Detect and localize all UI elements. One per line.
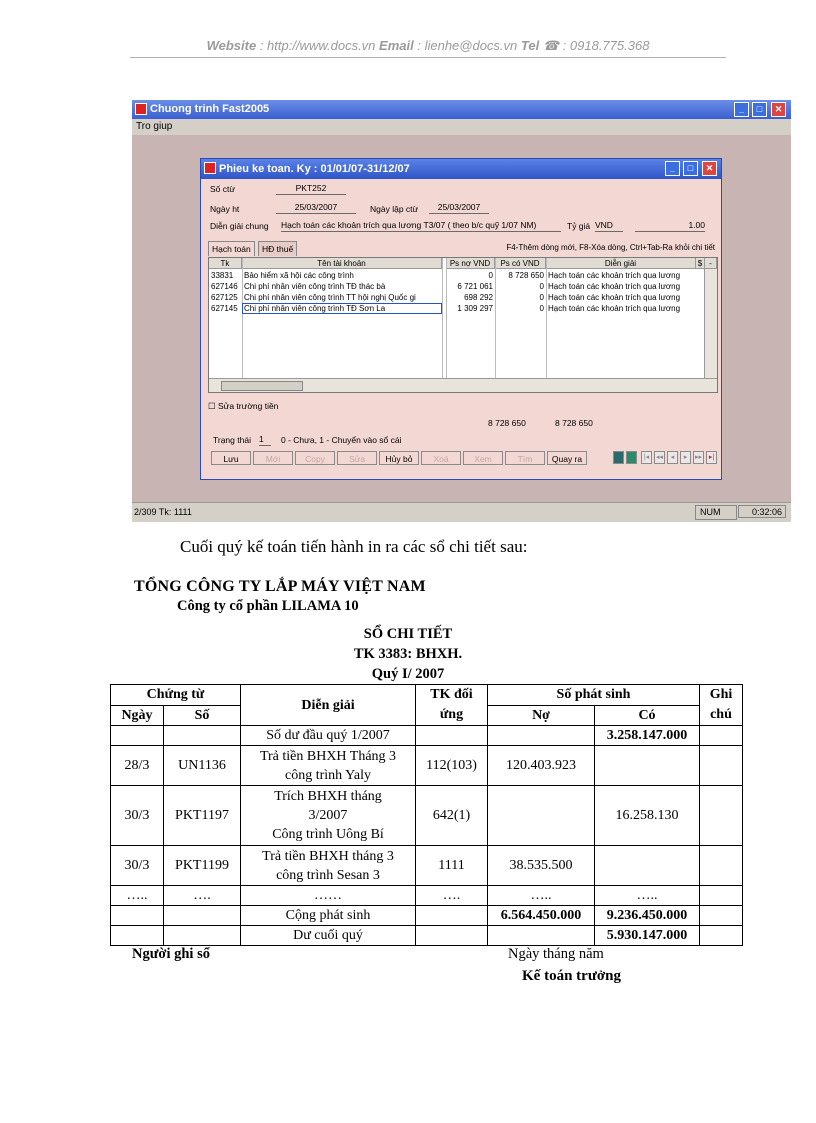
row-no: 38.535.500 [488, 846, 595, 886]
signature-recorder: Người ghi sổ [132, 946, 210, 962]
dialog-minimize-icon[interactable]: _ [665, 161, 680, 176]
total-co: 8 728 650 [555, 418, 593, 428]
row-co [595, 846, 700, 886]
close-icon[interactable]: ✕ [771, 102, 786, 117]
total-no-value: 6.564.450.000 [488, 906, 595, 926]
print-icon[interactable] [613, 451, 624, 464]
ngay-ht-label: Ngày ht [210, 204, 240, 214]
sua-truong-tien-label: Sửa trường tiền [217, 401, 279, 411]
header-dien-giai: Diễn giải [241, 685, 416, 726]
total-co-value: 9.236.450.000 [595, 906, 700, 926]
prev-page-icon[interactable]: ◂◂ [654, 451, 665, 464]
next-page-icon[interactable]: ▸▸ [693, 451, 704, 464]
ngay-ht-field[interactable]: 25/03/2007 [276, 202, 356, 214]
tel-value: : 0918.775.368 [562, 38, 650, 53]
row-dien-giai-line: Công trình Uông Bí [272, 827, 384, 842]
ty-gia-label: Tỷ giá [567, 221, 591, 231]
col-header-dien-giai[interactable]: Diễn giải [546, 258, 696, 269]
trang-thai-label: Trạng thái [213, 435, 251, 445]
grid-cell-no[interactable]: 6 721 061 [457, 282, 493, 291]
table-row [111, 746, 743, 786]
grid-cell-ten[interactable]: Bảo hiểm xã hội các công trình [244, 271, 354, 280]
row-tk: 642(1) [416, 786, 488, 846]
closing-co: 5.930.147.000 [595, 926, 700, 946]
dots-ngay: ….. [111, 886, 164, 906]
grid-cell-dg[interactable]: Hạch toán các khoản trích qua lương [548, 304, 681, 313]
row-dien-giai [241, 846, 416, 886]
sua-truong-tien-checkbox[interactable]: ☐ Sửa trường tiền [208, 401, 279, 411]
row-dien-giai-line: công trình Sesan 3 [276, 867, 380, 883]
horizontal-scrollbar[interactable] [209, 378, 717, 392]
grid-cell-dg[interactable]: Hạch toán các khoản trích qua lương [548, 271, 681, 280]
grid-cell-ten[interactable]: Chi phí nhân viên công trình TT hội nghị Quốc gi [244, 293, 416, 302]
delete-button[interactable]: Xoá [421, 451, 461, 465]
app-menu-bar [132, 119, 791, 135]
last-record-icon[interactable]: ▸| [706, 451, 717, 464]
header-ghi-chu-line2: chú [710, 707, 732, 722]
tel-label: Tel [520, 38, 540, 53]
dots-tk: …. [416, 886, 488, 906]
dialog-title-bar [201, 159, 721, 179]
app-title-bar [132, 100, 791, 119]
app-icon [135, 103, 147, 115]
website-value: : http://www.docs.vn [259, 38, 376, 53]
status-bar [132, 502, 791, 522]
scroll-thumb[interactable] [221, 381, 303, 391]
grid-cell-co[interactable]: 8 728 650 [508, 271, 544, 280]
grid-cell-tk[interactable]: 627145 [211, 304, 238, 313]
row-dien-giai [241, 746, 416, 786]
grid-cell-tk[interactable]: 627125 [211, 293, 238, 302]
dien-giai-field[interactable]: Hạch toán các khoản trích qua lương T3/07 ( theo b/c quỹ 1/07 NM) [281, 220, 561, 232]
grid-cell-dg[interactable]: Hạch toán các khoản trích qua lương [548, 293, 681, 302]
dots-co: ….. [595, 886, 700, 906]
total-no: 8 728 650 [488, 418, 526, 428]
email-label: Email [379, 38, 414, 53]
next-record-icon[interactable]: ▸ [680, 451, 691, 464]
header-chung-tu: Chứng từ [111, 685, 241, 706]
dialog-close-icon[interactable]: ✕ [702, 161, 717, 176]
dialog-title: Phieu ke toan. Ky : 01/01/07-31/12/07 [219, 163, 410, 175]
grid-cell-no[interactable]: 1 309 297 [457, 304, 493, 313]
grid-cell-no[interactable]: 0 [488, 271, 493, 280]
row-ngay: 30/3 [111, 786, 164, 846]
row-no [488, 786, 595, 846]
dialog-icon [204, 162, 216, 174]
minimize-icon[interactable]: _ [734, 102, 749, 117]
maximize-icon[interactable]: □ [752, 102, 767, 117]
col-header-ten-tk[interactable]: Tên tài khoản [242, 258, 442, 269]
col-header-tk[interactable]: Tk [209, 258, 242, 269]
grid-cell-ten[interactable]: Chi phí nhân viên công trình TĐ Sơn La [244, 304, 386, 313]
rate-field[interactable]: 1.00 [635, 220, 705, 232]
first-record-icon[interactable]: |◂ [641, 451, 652, 464]
table-row [111, 786, 743, 846]
table-row [111, 846, 743, 886]
row-so: PKT1199 [164, 846, 241, 886]
row-dien-giai [241, 786, 416, 846]
exit-button[interactable]: Quay ra [547, 451, 587, 465]
grid-cell-ten[interactable]: Chi phí nhân viên công trình TĐ thác bà [244, 282, 386, 291]
row-no: 120.403.923 [488, 746, 595, 786]
shortcut-hint: F4-Thêm dòng mới, F8-Xóa dòng, Ctrl+Tab-Ra khỏi chi tiết [506, 243, 715, 252]
signature-date: Ngày tháng năm [508, 946, 604, 962]
signature-chief-accountant: Kế toán trưởng [522, 968, 621, 984]
row-so: PKT1197 [164, 786, 241, 846]
new-button[interactable]: Mới [253, 451, 293, 465]
row-dien-giai-line: Trả tiền BHXH Tháng 3 [259, 748, 397, 764]
opening-label: Số dư đầu quý 1/2007 [241, 726, 416, 746]
table-row [111, 926, 743, 946]
page-header [130, 38, 726, 54]
header-so-phat-sinh: Số phát sinh [488, 685, 700, 706]
header-co: Có [595, 705, 700, 726]
status-account: 2/309 Tk: 1111 [134, 507, 192, 517]
header-tk-doi-ung-line1: TK đối [430, 687, 473, 702]
save-button[interactable]: Lưu [211, 451, 251, 465]
row-tk: 1111 [416, 846, 488, 886]
intro-text: Cuối quý kế toán tiến hành in ra các sổ chi tiết sau: [180, 537, 528, 556]
tab-hach-toan[interactable]: Hạch toán [208, 241, 255, 256]
col-header-ps-no[interactable]: Ps nợ VND [446, 258, 495, 269]
vertical-scrollbar[interactable] [704, 269, 717, 379]
row-co: 16.258.130 [595, 786, 700, 846]
row-ngay: 30/3 [111, 846, 164, 886]
ngay-lap-label: Ngày lập ctừ [370, 204, 419, 214]
doc-period: Quý I/ 2007 [371, 666, 445, 682]
grid-cell-no[interactable]: 698 292 [464, 293, 493, 302]
grid-cell-dg[interactable]: Hạch toán các khoản trích qua lương [548, 282, 681, 291]
company-name: Công ty cổ phần LILAMA 10 [177, 598, 359, 614]
ngay-lap-field[interactable]: 25/03/2007 [429, 202, 489, 214]
table-row [111, 726, 743, 746]
copy-button[interactable]: Copy [295, 451, 335, 465]
status-num: NUM [695, 505, 737, 520]
dots-no: ….. [488, 886, 595, 906]
edit-button[interactable]: Sửa [337, 451, 377, 465]
closing-label: Dư cuối quý [241, 926, 416, 946]
dien-giai-label: Diễn giải chung [210, 221, 269, 231]
so-ct-label: Số ctừ [210, 184, 236, 194]
row-dien-giai-line: công trình Yaly [285, 767, 371, 783]
grid-cell-co[interactable]: 0 [539, 304, 544, 313]
website-label: Website [206, 38, 257, 53]
app-title: Chuong trinh Fast2005 [150, 103, 270, 115]
table-row [111, 906, 743, 926]
dialog-maximize-icon[interactable]: □ [683, 161, 698, 176]
org-name: TỔNG CÔNG TY LẮP MÁY VIỆT NAM [134, 578, 426, 595]
col-header-ps-co[interactable]: Ps có VND [495, 258, 546, 269]
row-dien-giai-line: Trích BHXH tháng [274, 789, 382, 804]
header-ghi-chu [700, 685, 743, 726]
view-button[interactable]: Xem [463, 451, 503, 465]
col-header-minus[interactable]: - [705, 258, 717, 269]
col-header-currency[interactable]: $ [696, 258, 705, 269]
total-label: Cộng phát sinh [241, 906, 416, 926]
header-ngay: Ngày [111, 705, 164, 726]
header-tk-doi-ung-line2: ứng [439, 707, 464, 722]
header-ghi-chu-line1: Ghi [709, 687, 733, 702]
table-row [111, 886, 743, 906]
find-button[interactable]: Tìm [505, 451, 545, 465]
trang-thai-desc: 0 - Chưa, 1 - Chuyển vào sổ cái [281, 435, 402, 445]
tab-hd-thue[interactable]: HĐ thuế [258, 241, 297, 256]
grid-cell-co[interactable]: 0 [539, 293, 544, 302]
row-so: UN1136 [164, 746, 241, 786]
prev-record-icon[interactable]: ◂ [667, 451, 678, 464]
so-ct-field[interactable]: PKT252 [276, 183, 346, 195]
voucher-dialog [200, 158, 722, 480]
entries-grid [208, 257, 718, 393]
app-window [132, 100, 791, 521]
row-dien-giai-line: Trả tiền BHXH tháng 3 [262, 848, 394, 864]
ledger-table [110, 684, 743, 946]
email-value: : lienhe@docs.vn [417, 38, 518, 53]
status-time: 0:32:06 [738, 505, 786, 518]
row-dien-giai-line: 3/2007 [308, 808, 348, 823]
doc-title: SỔ CHI TIẾT [363, 626, 453, 642]
attach-icon[interactable] [626, 451, 637, 464]
header-tk-doi-ung [416, 685, 488, 726]
currency-field[interactable]: VND [595, 220, 623, 232]
opening-co: 3.258.147.000 [595, 726, 700, 746]
dots-so: …. [164, 886, 241, 906]
header-so: Số [164, 705, 241, 726]
row-ngay: 28/3 [111, 746, 164, 786]
row-co [595, 746, 700, 786]
doc-account: TK 3383: BHXH. [353, 646, 463, 662]
dots-dg: …… [241, 886, 416, 906]
menu-help[interactable]: Tro giup [136, 121, 173, 132]
header-divider [130, 57, 726, 58]
header-no: Nợ [488, 705, 595, 726]
cancel-button[interactable]: Hủy bỏ [379, 451, 419, 465]
grid-cell-tk[interactable]: 627146 [211, 282, 238, 291]
grid-cell-co[interactable]: 0 [539, 282, 544, 291]
trang-thai-field[interactable]: 1 [259, 434, 271, 446]
row-tk: 112(103) [416, 746, 488, 786]
grid-cell-tk[interactable]: 33831 [211, 271, 234, 280]
phone-icon: ☎ [542, 38, 560, 53]
